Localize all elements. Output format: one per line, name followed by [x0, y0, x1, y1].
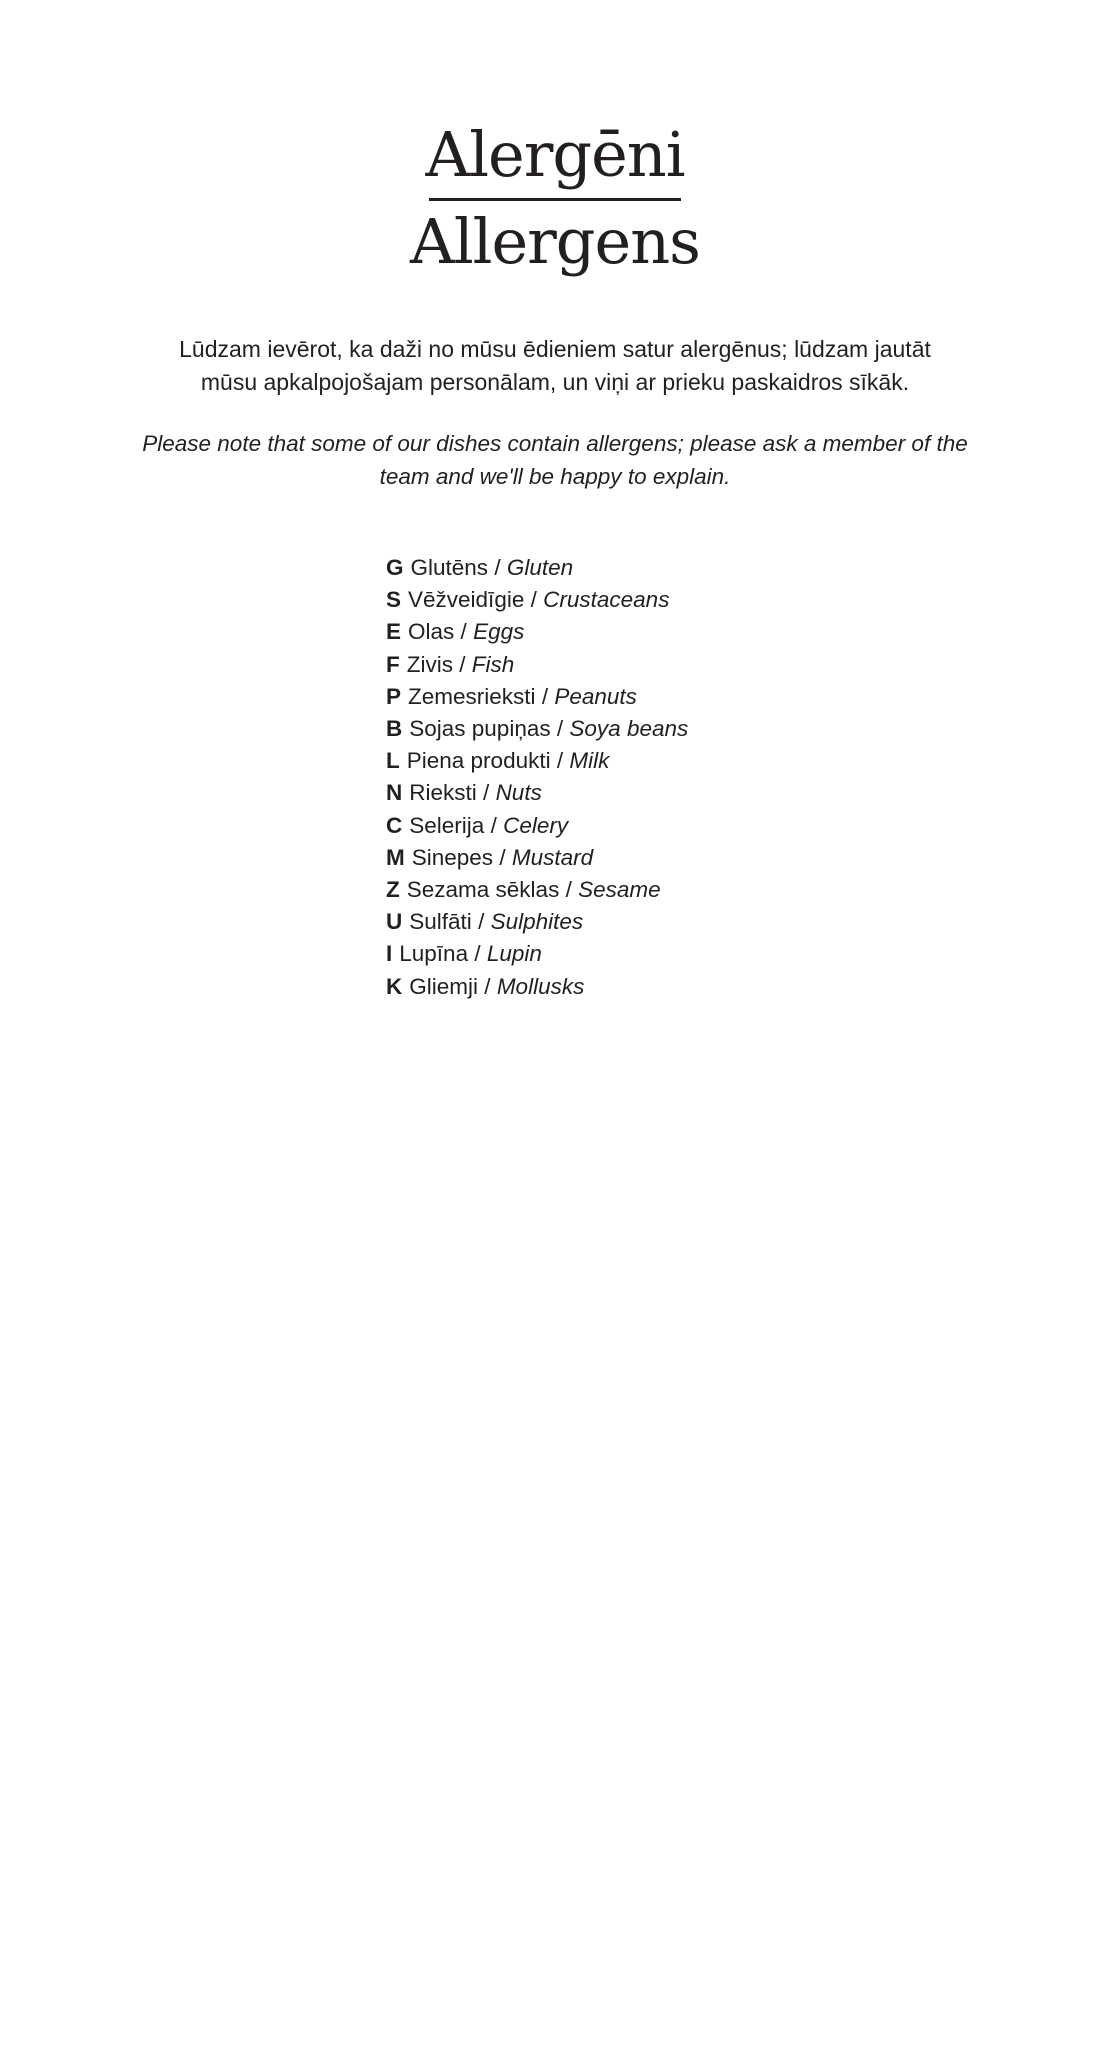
allergen-name-latvian: Glutēns — [410, 555, 489, 580]
allergen-name-english: Sulphites — [490, 909, 584, 935]
allergen-name-english: Celery — [503, 812, 569, 838]
allergen-name-latvian: Sulfāti — [409, 909, 472, 935]
allergen-name-english: Mollusks — [496, 973, 585, 999]
allergen-list — [386, 552, 688, 1003]
allergen-separator: / — [556, 716, 564, 742]
allergen-separator: / — [474, 941, 481, 967]
allergen-separator: / — [478, 909, 485, 935]
allergen-code: S — [386, 587, 402, 613]
allergen-code: P — [386, 683, 402, 709]
intro-latvian — [100, 333, 1010, 399]
intro-latvian-line: Lūdzam ievērot, ka daži no mūsu ēdieniem satur alergēnus; lūdzam jautāt — [179, 336, 931, 362]
allergen-item — [386, 874, 688, 906]
allergen-name-english: Crustaceans — [543, 587, 670, 613]
allergen-name-english: Mustard — [511, 844, 594, 870]
allergen-code: E — [386, 619, 402, 645]
allergen-name-english: Nuts — [495, 780, 542, 806]
allergen-name-english: Fish — [471, 651, 515, 677]
allergen-code: K — [386, 973, 403, 999]
allergen-code: U — [386, 909, 403, 935]
allergen-separator: / — [483, 780, 490, 806]
allergen-separator: / — [556, 748, 564, 774]
allergen-item — [386, 810, 688, 842]
allergen-name-english: Gluten — [506, 555, 574, 580]
allergen-separator: / — [541, 683, 549, 709]
allergen-code: N — [386, 780, 403, 806]
title-divider — [429, 198, 681, 201]
allergen-name-latvian: Vēžveidīgie — [408, 587, 525, 613]
allergen-name-latvian: Zemesrieksti — [408, 683, 536, 709]
intro-english-line: Please note that some of our dishes contain allergens; please ask a member of the — [142, 431, 968, 456]
allergen-item — [386, 584, 688, 616]
allergen-name-english: Eggs — [473, 619, 525, 645]
allergen-item — [386, 745, 688, 777]
allergen-code: C — [386, 812, 403, 838]
allergen-name-latvian: Sinepes — [411, 844, 494, 870]
allergen-name-latvian: Sezama sēklas — [406, 877, 560, 903]
allergen-code: L — [386, 748, 400, 774]
allergen-item — [386, 938, 688, 970]
allergen-item — [386, 777, 688, 809]
title-block — [0, 120, 1110, 277]
allergen-separator: / — [530, 587, 537, 613]
intro-latvian-line: mūsu apkalpojošajam personālam, un viņi ar prieku paskaidros sīkāk. — [200, 369, 910, 395]
intro-english — [100, 427, 1010, 493]
allergen-item — [386, 906, 688, 938]
allergen-separator: / — [499, 844, 506, 870]
allergen-name-latvian: Gliemji — [409, 973, 479, 999]
allergen-code: Z — [386, 877, 400, 903]
allergen-name-english: Soya beans — [569, 716, 689, 742]
allergen-item — [386, 616, 688, 648]
allergen-item — [386, 971, 688, 1003]
allergen-separator: / — [459, 651, 466, 677]
allergen-item — [386, 842, 688, 874]
allergen-item — [386, 552, 688, 584]
allergen-separator: / — [460, 619, 467, 645]
allergen-code: I — [386, 941, 393, 967]
allergen-separator: / — [565, 877, 572, 903]
allergen-name-latvian: Zivis — [406, 651, 453, 677]
allergen-code: M — [386, 844, 405, 870]
allergen-separator: / — [494, 555, 501, 580]
allergen-name-latvian: Piena produkti — [406, 748, 551, 774]
allergen-name-latvian: Selerija — [409, 812, 485, 838]
intro-english-line: team and we'll be happy to explain. — [379, 464, 731, 489]
allergen-name-latvian: Lupīna — [399, 941, 469, 967]
allergen-code: F — [386, 651, 400, 677]
title-latvian: Alergēni — [425, 118, 685, 191]
allergen-name-english: Peanuts — [554, 683, 637, 709]
allergen-separator: / — [490, 812, 497, 838]
allergen-item — [386, 681, 688, 713]
allergen-name-latvian: Olas — [408, 619, 455, 645]
allergen-code: B — [386, 716, 403, 742]
allergen-item — [386, 713, 688, 745]
allergen-item — [386, 649, 688, 681]
allergen-name-english: Sesame — [578, 877, 661, 903]
allergen-name-latvian: Rieksti — [409, 780, 477, 806]
title-english: Allergens — [410, 205, 700, 278]
allergen-name-latvian: Sojas pupiņas — [409, 716, 551, 742]
allergen-name-english: Lupin — [486, 941, 542, 967]
allergen-name-english: Milk — [569, 748, 610, 774]
allergen-code: G — [386, 555, 404, 580]
allergen-separator: / — [484, 973, 491, 999]
